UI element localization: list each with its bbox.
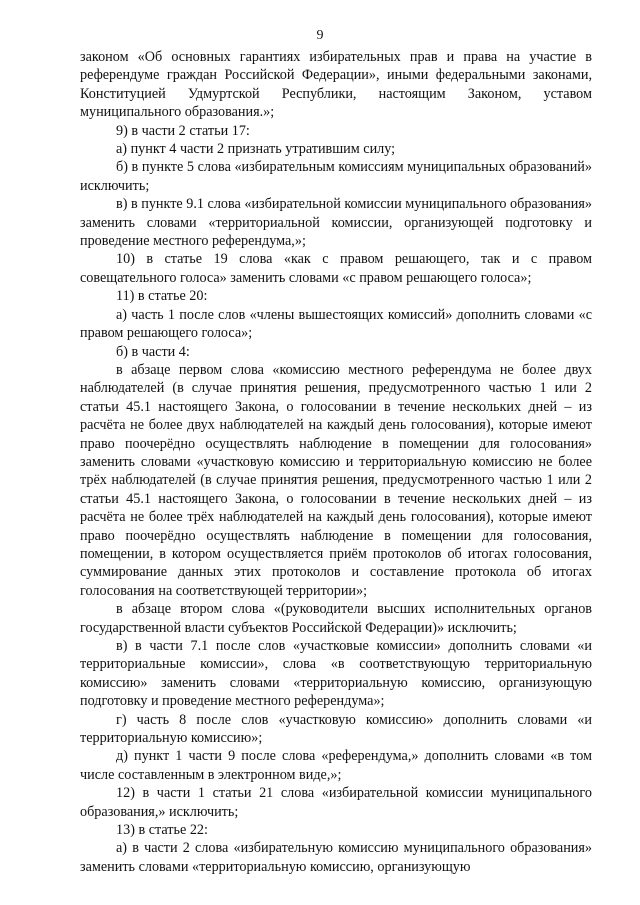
paragraph: б) в части 4:	[116, 343, 190, 360]
paragraph: 11) в статье 20:	[116, 288, 208, 305]
paragraph: б) в пункте 5 слова «избирательным комиссиям муниципальных образований» исключить;	[80, 159, 592, 194]
paragraph: законом «Об основных гарантиях избирательных прав и права на участие в референдуме граждан Российской Федерации», иными федеральными законами, Конституцией Удмуртской Республики, настоящим Законом, уставом муниципального образования.»;	[80, 49, 592, 121]
paragraph: 9) в части 2 статьи 17:	[116, 122, 250, 139]
paragraph: в) в пункте 9.1 слова «избирательной комиссии муниципального образования» заменить словами «территориальной комиссии, организующей подготовку и проведение местного референдума,»;	[80, 196, 592, 250]
paragraph: а) пункт 4 части 2 признать утратившим силу;	[116, 141, 396, 158]
paragraph: 10) в статье 19 слова «как с правом решающего, так и с правом совещательного голоса» заменить словами «с правом решающего голоса»;	[80, 251, 592, 286]
page-number: 9	[316, 28, 324, 43]
paragraph: д) пункт 1 части 9 после слова «референдума,» дополнить словами «в том числе составленным в электронном виде,»;	[80, 748, 592, 783]
paragraph: в) в части 7.1 после слов «участковые комиссии» дополнить словами «и территориальные комиссии», слова «в соответствующую территориальную комиссию» заменить словами «территориальную комиссию, организующую подготовку и проведение местного референдума»;	[80, 638, 592, 710]
paragraph: а) в части 2 слова «избирательную комиссию муниципального образования» заменить словами «территориальную комиссию, организующую	[80, 840, 592, 875]
document-body	[80, 48, 592, 876]
paragraph: г) часть 8 после слов «участковую комиссию» дополнить словами «и территориальную комиссию»;	[80, 711, 592, 747]
paragraph: в абзаце первом слова «комиссию местного референдума не более двух наблюдателей (в случае принятия решения, предусмотренного частью 1 или 2 статьи 45.1 настоящего Закона, о голосовании в течение нескольких дней – из расчёта не более двух наблюдателей на каждый день голосования), которые имеют право поочерёдно осуществлять наблюдение в помещении для голосования» заменить словами «участковую комиссию и территориальную комиссию не более трёх наблюдателей (в случае принятия решения, предусмотренного частью 1 или 2 статьи 45.1 настоящего Закона, о голосовании в течение нескольких дней – из расчёта не более трёх наблюдателей на каждый день голосования), которые имеют право поочерёдно осуществлять наблюдение в помещении для голосования, помещении, в котором осуществляется приём протоколов об итогах голосования, суммирование данных этих протоколов и составление протокола об итогах голосования на соответствующей территории»;	[80, 361, 592, 599]
paragraph: в абзаце втором слова «(руководители высших исполнительных органов государственной власти субъектов Российской Федерации)» исключить;	[80, 601, 592, 636]
paragraph: а) часть 1 после слов «члены вышестоящих комиссий» дополнить словами «с правом решающего голоса»;	[80, 306, 592, 342]
paragraph: 12) в части 1 статьи 21 слова «избирательной комиссии муниципального образования,» исключить;	[80, 785, 592, 820]
paragraph: 13) в статье 22:	[116, 822, 208, 839]
